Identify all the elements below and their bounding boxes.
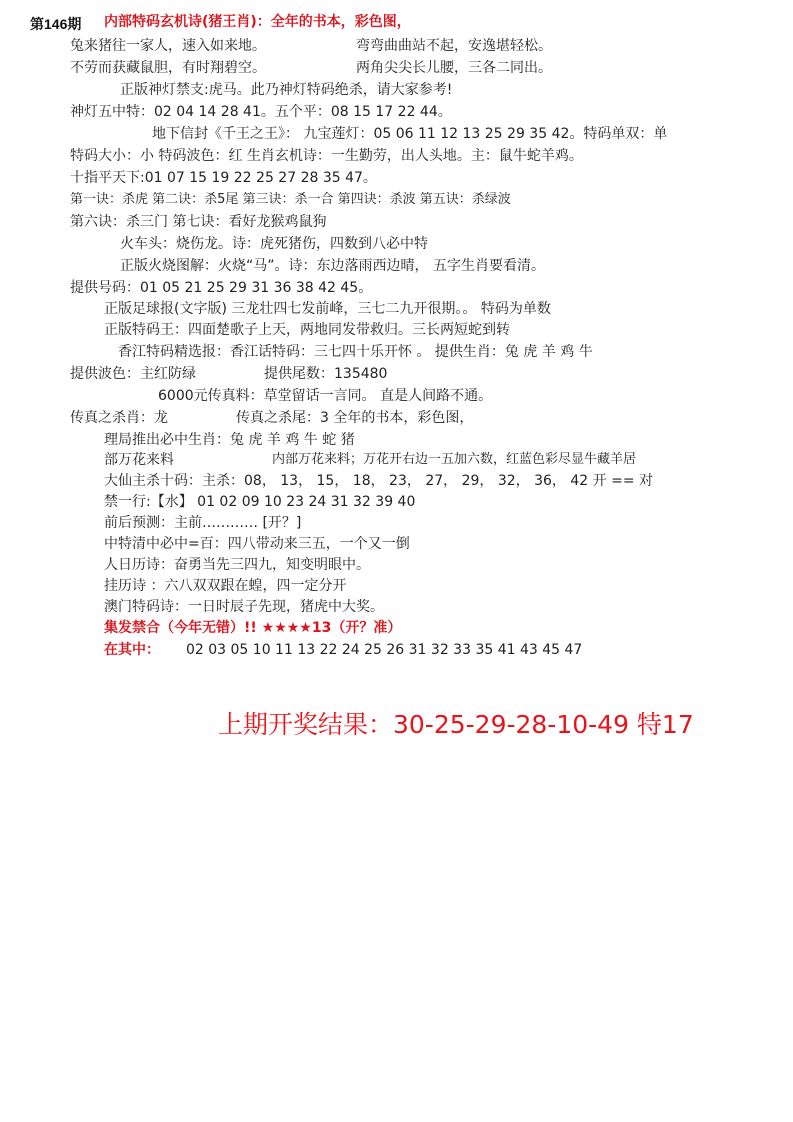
lamp-five: 神灯五中特：02 04 14 28 41。五个平：08 15 17 22 44。 bbox=[70, 104, 452, 120]
flower-label: 部万花来料 bbox=[104, 452, 174, 468]
header-title: 内部特码玄机诗(猪王肖)：全年的书本，彩色图， bbox=[104, 14, 411, 30]
provided-tail: 提供尾数：135480 bbox=[264, 366, 388, 382]
fax-6000-line: 6000元传真料：草堂留话一言同。 直是人间路不通。 bbox=[158, 388, 493, 404]
among-label: 在其中： bbox=[104, 642, 160, 658]
size-color-line: 特码大小：小 特码波色：红 生肖玄机诗：一生勤劳，出人头地。主：鼠牛蛇羊鸡。 bbox=[70, 148, 583, 164]
envelope-line: 地下信封《千王之王》： 九宝莲灯：05 06 11 12 13 25 29 35 42。特码单双：单 bbox=[152, 126, 668, 142]
ten-fingers-line: 十指平天下:01 07 15 19 22 25 27 28 35 47。 bbox=[70, 170, 377, 186]
train-head-line: 火车头：烧伤龙。诗：虎死猪伤，四数到八必中特 bbox=[120, 236, 428, 252]
lamp-forbidden: 正版神灯禁支:虎马。此乃神灯特码绝杀，请大家参考! bbox=[120, 82, 453, 98]
bureau-zodiac-line: 理局推出必中生肖：兔 虎 羊 鸡 牛 蛇 猪 bbox=[104, 432, 355, 448]
front-back-line: 前后预测：主前………… [开？] bbox=[104, 515, 302, 531]
macau-poem: 澳门特码诗：一日时辰子先现，猪虎中大奖。 bbox=[104, 599, 384, 615]
flower-line: 内部万花来料；万花开右边一五加六数，红蓝色彩尽显牛藏羊居 bbox=[272, 452, 637, 467]
tips-line-1: 第一诀：杀虎 第二诀：杀5尾 第三诀：杀一合 第四诀：杀波 第五诀：杀绿波 bbox=[70, 192, 511, 207]
forbid-row-line: 禁一行:【水】 01 02 09 10 23 24 31 32 39 40 bbox=[104, 494, 416, 510]
calendar-poem: 人日历诗：奋勇当先三四九，知变明眼中。 bbox=[104, 557, 370, 573]
immortal-kill-line: 大仙主杀十码：主杀：08， 13， 15， 18， 23， 27， 29， 32， 36， 42 开 == 对 bbox=[104, 473, 654, 489]
fire-burn-line: 正版火烧图解：火烧“马”。诗：东边落雨西边晴， 五字生肖要看清。 bbox=[120, 258, 545, 274]
fax-kill-zodiac: 传真之杀肖：龙 bbox=[70, 410, 168, 426]
provided-color: 提供波色：主红防绿 bbox=[70, 366, 196, 382]
wall-calendar-poem: 挂历诗 ：六八双双跟在蝗，四一定分开 bbox=[104, 578, 347, 594]
poem-line-1b: 弯弯曲曲站不起，安逸堪轻松。 bbox=[356, 38, 552, 54]
tips-line-2: 第六诀：杀三门 第七诀：看好龙猴鸡鼠狗 bbox=[70, 214, 327, 230]
special-king-line: 正版特码王：四面楚歌子上天，两地同发带救归。三长两短蛇到转 bbox=[104, 322, 510, 338]
among-numbers: 02 03 05 10 11 13 22 24 25 26 31 32 33 35 41 43 45 47 bbox=[186, 642, 583, 658]
fax-kill-tail: 传真之杀尾：3 全年的书本，彩色图， bbox=[236, 410, 474, 426]
poem-line-1a: 兔来猪往一家人，速入如来地。 bbox=[70, 38, 266, 54]
poem-line-2b: 两角尖尖长儿腰，三各二同出。 bbox=[356, 60, 552, 76]
football-news-line: 正版足球报(文字版) 三龙壮四七发前峰，三七二九开很期。。 特码为单数 bbox=[104, 301, 551, 317]
poem-line-2a: 不劳而获藏鼠胆，有时翔碧空。 bbox=[70, 60, 266, 76]
hit-line: 中特清中必中=百：四八带动来三五，一个又一倒 bbox=[104, 536, 410, 552]
provided-numbers: 提供号码：01 05 21 25 29 31 36 38 42 45。 bbox=[70, 280, 373, 296]
hongkong-line: 香江特码精选报：香江话特码：三七四十乐开怀 。 提供生肖：兔 虎 羊 鸡 牛 bbox=[118, 344, 593, 360]
last-draw-result: 上期开奖结果：30-25-29-28-10-49 特17 bbox=[218, 710, 694, 739]
issue-number: 第146期 bbox=[30, 16, 82, 32]
collection-line: 集发禁合（今年无错）!! ★★★★13（开？准） bbox=[104, 620, 402, 636]
